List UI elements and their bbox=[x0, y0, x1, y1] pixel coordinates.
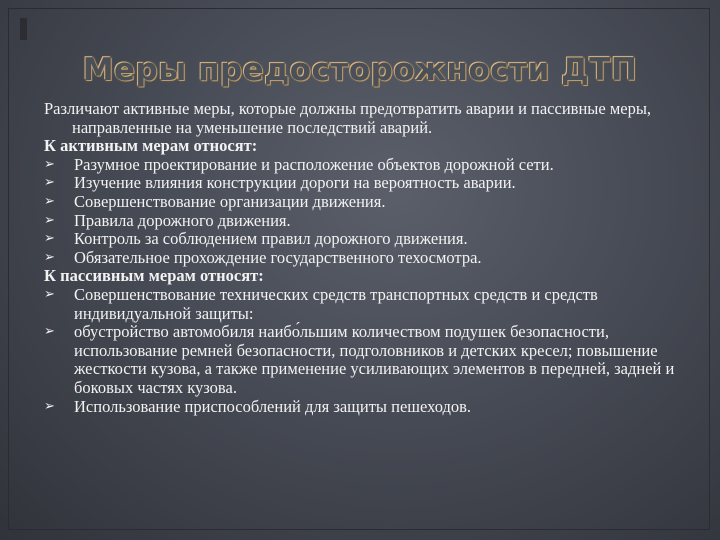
slide-title: Меры предосторожности ДТП bbox=[82, 52, 638, 88]
arrowhead-bullet-icon: ➢ bbox=[44, 324, 55, 340]
list-item bbox=[44, 230, 684, 249]
list-item bbox=[44, 286, 684, 323]
list-item-text: Изучение влияния конструкции дороги на вероятность аварии. bbox=[74, 173, 516, 193]
list-item bbox=[44, 193, 684, 212]
list-item-text: Использование приспособлений для защиты пешеходов. bbox=[74, 396, 472, 416]
arrowhead-bullet-icon: ➢ bbox=[44, 286, 55, 302]
active-measures-heading: К активным мерам относят: bbox=[44, 136, 258, 156]
list-item-text: Обязательное прохождение государственного техосмотра. bbox=[74, 247, 482, 267]
list-item bbox=[44, 174, 684, 193]
arrowhead-bullet-icon: ➢ bbox=[44, 249, 55, 265]
list-item bbox=[44, 156, 684, 175]
list-item bbox=[44, 212, 684, 231]
list-item bbox=[44, 323, 684, 397]
arrowhead-bullet-icon: ➢ bbox=[44, 156, 55, 172]
arrowhead-bullet-icon: ➢ bbox=[44, 212, 55, 228]
list-item-text: Совершенствование организации движения. bbox=[74, 191, 386, 211]
intro-paragraph: Различают активные меры, которые должны предотвратить аварии и пассивные меры, направленные на уменьшение последствий аварий. bbox=[44, 99, 652, 137]
list-item-text: Разумное проектирование и расположение объектов дорожной сети. bbox=[74, 154, 554, 174]
arrowhead-bullet-icon: ➢ bbox=[44, 193, 55, 209]
list-item bbox=[44, 398, 684, 417]
list-item-text: Контроль за соблюдением правил дорожного движения. bbox=[74, 229, 468, 249]
list-item-text: Правила дорожного движения. bbox=[74, 210, 291, 230]
passive-measures-heading: К пассивным мерам относят: bbox=[44, 266, 264, 286]
arrowhead-bullet-icon: ➢ bbox=[44, 398, 55, 414]
arrowhead-bullet-icon: ➢ bbox=[44, 231, 55, 247]
list-item-text: Совершенствование технических средств транспортных средств и средств индивидуальной защиты: bbox=[74, 284, 598, 323]
corner-accent bbox=[20, 18, 27, 40]
list-item-text: обустройство автомобиля наибо́льшим количеством подушек безопасности, использование ремней безопасности, подголовников и детских кресел; повышение жесткости кузова, а также применение усиливающих элементов в передней, задней и боковых частях кузова. bbox=[74, 322, 675, 397]
list-item bbox=[44, 249, 684, 268]
arrowhead-bullet-icon: ➢ bbox=[44, 175, 55, 191]
slide-body bbox=[44, 100, 684, 416]
